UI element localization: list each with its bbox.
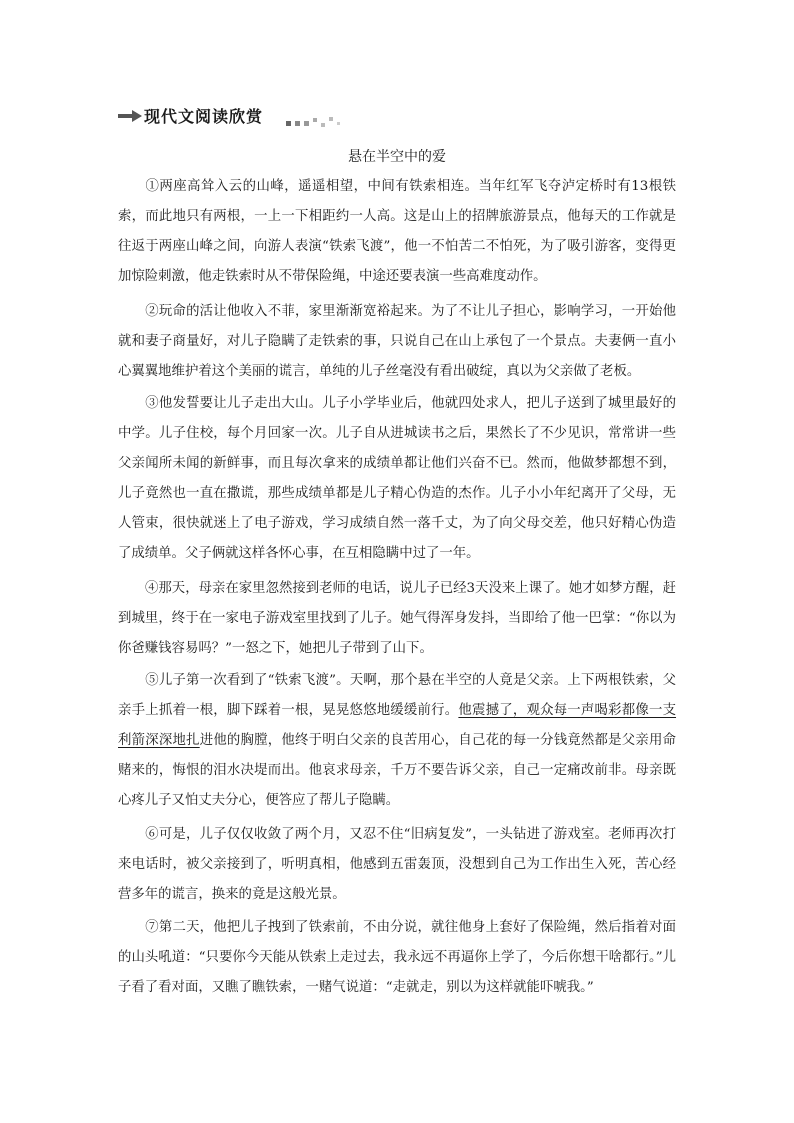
dots-decoration <box>286 115 346 129</box>
underlined-sentence: 他震撼了，观众每一声喝彩都像一支利箭深深地扎 <box>118 703 677 748</box>
arrow-icon <box>118 109 142 123</box>
paragraph-5: ⑤儿子第一次看到了“铁索飞渡”。天啊，那个悬在半空的人竟是父亲。上下两根铁索，父亲手上抓着一根，脚下踩着一根，晃晃悠悠地缓缓前行。他震撼了，观众每一声喝彩都像一支利箭深深地扎进他的胸膛，他终于明白父亲的良苦用心，自己花的每一分钱竟然都是父亲用命赌来的，悔恨的泪水决堤而出。他哀求母亲，千万不要告诉父亲，自己一定痛改前非。母亲既心疼儿子又怕丈夫分心，便答应了帮儿子隐瞒。 <box>118 673 677 808</box>
paragraph-3: ③他发誓要让儿子走出大山。儿子小学毕业后，他就四处求人，把儿子送到了城里最好的中学。儿子住校，每个月回家一次。儿子自从进城读书之后，果然长了不少见识，常常讲一些父亲闻所未闻的新鲜事，而且每次拿来的成绩单都让他们兴奋不已。然而，他做梦都想不到，儿子竟然也一直在撒谎，那些成绩单都是儿子精心伪造的杰作。儿子小小年纪离开了父母，无人管束，很快就迷上了电子游戏，学习成绩自然一落千丈，为了向父母交差，他只好精心伪造了成绩单。父子俩就这样各怀心事，在互相隐瞒中过了一年。 <box>118 396 676 561</box>
paragraph-2: ②玩命的活让他收入不菲，家里渐渐宽裕起来。为了不让儿子担心，影响学习，一开始他就和妻子商量好，对儿子隐瞒了走铁索的事，只说自己在山上承包了一个景点。夫妻俩一直小心翼翼地维护着这个美丽的谎言，单纯的儿子丝毫没有看出破绽，真以为父亲做了老板。 <box>118 304 676 379</box>
section-header-title: 现代文阅读欣赏 <box>144 107 264 126</box>
paragraph-4: ④那天，母亲在家里忽然接到老师的电话，说儿子已经3天没来上课了。她才如梦方醒，赶到城里，终于在一家电子游戏室里找到了儿子。她气得浑身发抖，当即给了他一巴掌：“你以为你爸赚钱容易吗？”一怒之下，她把儿子带到了山下。 <box>118 581 676 656</box>
article-title: 悬在半空中的爱 <box>348 149 446 165</box>
section-header <box>118 103 328 129</box>
paragraph-6: ⑥可是，儿子仅仅收敛了两个月，又忍不住“旧病复发”，一头钻进了游戏室。老师再次打来电话时，被父亲接到了，听明真相，他感到五雷轰顶，没想到自己为工作出生入死，苦心经营多年的谎言，换来的竟是这般光景。 <box>118 827 676 902</box>
paragraph-1: ①两座高耸入云的山峰，遥遥相望，中间有铁索相连。当年红军飞夺泸定桥时有13根铁索，而此地只有两根，一上一下相距约一人高。这是山上的招牌旅游景点，他每天的工作就是往返于两座山峰之间，向游人表演“铁索飞渡”，他一不怕苦二不怕死，为了吸引游客，变得更加惊险刺激，他走铁索时从不带保险绳，中途还要表演一些高难度动作。 <box>118 179 676 284</box>
paragraph-7: ⑦第二天，他把儿子拽到了铁索前，不由分说，就往他身上套好了保险绳，然后指着对面的山头吼道：“只要你今天能从铁索上走过去，我永远不再逼你上学了，今后你想干啥都行。”儿子看了看对面，又瞧了瞧铁索，一赌气说道：“走就走，别以为这样就能吓唬我。” <box>118 920 676 995</box>
